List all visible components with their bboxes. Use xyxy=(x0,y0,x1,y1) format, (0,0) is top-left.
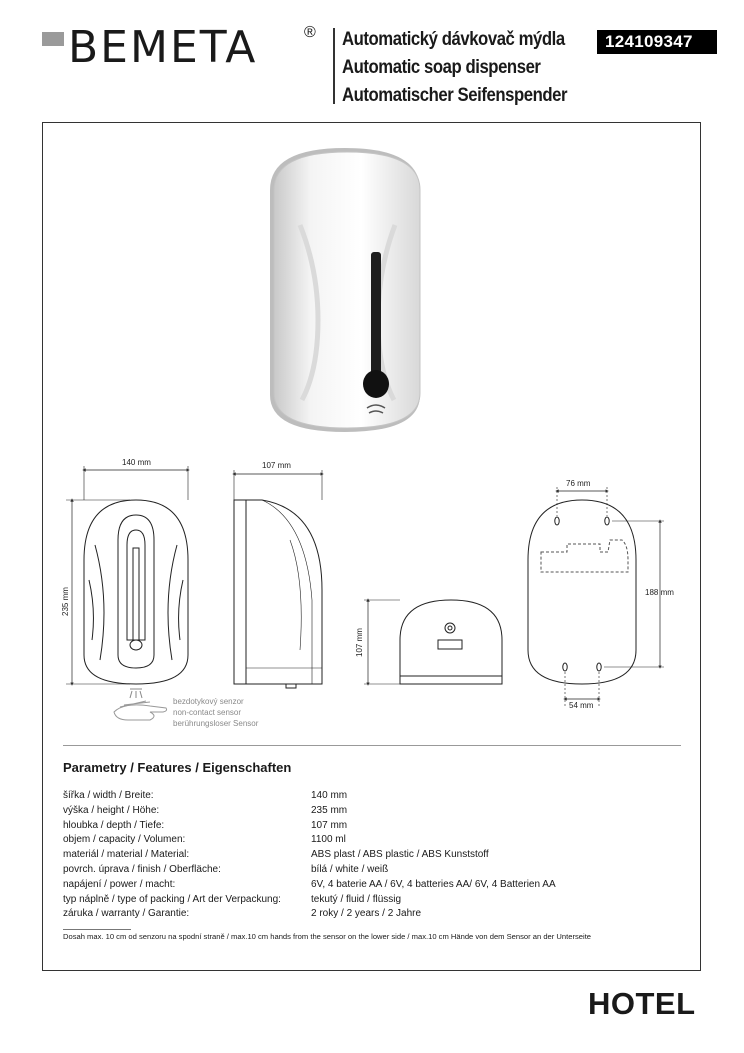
brand-name: BEMETA xyxy=(68,22,258,73)
title-en: Automatic soap dispenser xyxy=(342,57,541,78)
param-value: 1100 ml xyxy=(311,834,346,846)
param-label: materiál / material / Material: xyxy=(63,849,190,861)
title-de: Automatischer Seifenspender xyxy=(342,85,568,106)
param-label: typ náplně / type of packing / Art der Verpackung: xyxy=(63,893,281,905)
product-code-badge: 124109347 xyxy=(597,30,717,54)
param-row xyxy=(63,805,683,820)
param-value: ABS plast / ABS plastic / ABS Kunststoff xyxy=(311,849,489,861)
param-label: napájení / power / macht: xyxy=(63,878,176,890)
param-value: 140 mm xyxy=(311,790,348,801)
back-bottom-dimension: 54 mm xyxy=(569,701,594,710)
logo-mark xyxy=(42,32,64,46)
footnote-rule xyxy=(63,929,131,930)
param-label: povrch. úprava / finish / Oberfläche: xyxy=(63,863,221,875)
back-top-dimension: 76 mm xyxy=(566,479,591,488)
footnote: Dosah max. 10 cm od senzoru na spodní straně / max.10 cm hands from the sensor on the lower side / max.10 cm Hände von dem Sensor an der Unterseite xyxy=(63,932,592,941)
header-divider xyxy=(333,28,335,104)
param-value: 2 roky / 2 years / 2 Jahre xyxy=(311,908,422,920)
param-row xyxy=(63,834,683,849)
param-value: 6V, 4 baterie AA / 6V, 4 batteries AA/ 6V, 4 Batterien AA xyxy=(311,878,556,890)
param-value: 107 mm xyxy=(311,819,348,831)
sensor-label-en: non-contact sensor xyxy=(173,708,242,717)
param-row xyxy=(63,894,683,909)
front-height-dimension: 235 mm xyxy=(61,587,70,616)
front-width-dimension: 140 mm xyxy=(122,458,151,467)
param-label: objem / capacity / Volumen: xyxy=(63,834,186,846)
parameters-heading: Parametry / Features / Eigenschaften xyxy=(63,760,292,775)
title-cz: Automatický dávkovač mýdla xyxy=(342,29,565,50)
param-label: záruka / warranty / Garantie: xyxy=(63,908,190,920)
back-height-dimension: 188 mm xyxy=(645,588,674,597)
section-divider xyxy=(63,745,681,746)
param-row xyxy=(63,908,683,923)
category-label: HOTEL xyxy=(588,986,696,1021)
registered-mark: ® xyxy=(304,24,316,41)
param-label: šířka / width / Breite: xyxy=(63,790,154,801)
brand-logo xyxy=(42,22,322,76)
param-row xyxy=(63,864,683,879)
param-row xyxy=(63,849,683,864)
bottom-depth-dimension: 107 mm xyxy=(355,628,364,657)
param-value: 235 mm xyxy=(311,804,348,816)
param-row xyxy=(63,790,683,805)
sensor-label-de: berührungsloser Sensor xyxy=(173,719,259,728)
param-row xyxy=(63,820,683,835)
param-label: výška / height / Höhe: xyxy=(63,804,160,816)
param-value: tekutý / fluid / flüssig xyxy=(311,893,402,905)
param-label: hloubka / depth / Tiefe: xyxy=(63,819,165,831)
param-row xyxy=(63,879,683,894)
sensor-label-cz: bezdotykový senzor xyxy=(173,697,244,706)
product-titles xyxy=(342,26,598,110)
parameters-table xyxy=(63,790,683,923)
side-depth-dimension: 107 mm xyxy=(262,461,291,470)
param-value: bílá / white / weiß xyxy=(311,863,389,875)
